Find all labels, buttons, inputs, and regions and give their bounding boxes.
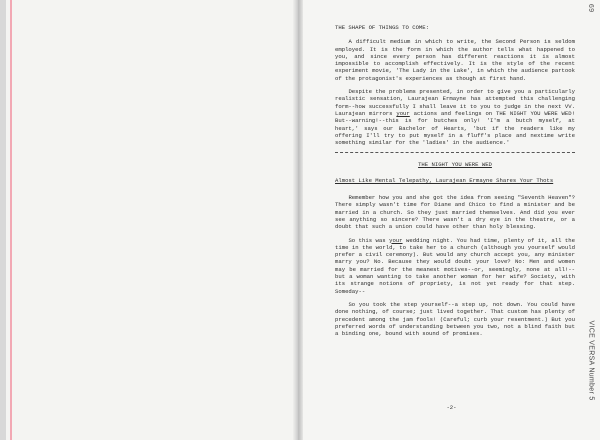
story-paragraph-2-end: wedding night. You had time, plenty of it, all the time in the world, to take her to a church (although you yourself would prefer a civil ceremony). But would any church accept you, any minister marry you? No. Because they would doubt your love? No: Men and women may be married for the meanest motives--or, seemingly, none at all!--but a woman wanting to take another woman for her wife? Society, with its strange notions of propriety, is not yet ready for that step. Someday-- bbox=[335, 236, 575, 295]
intro-paragraph-1: A difficult medium in which to write, the Second Person is seldom employed. It is the form in which the author tells what happened to you, and since every person has different reactions it is almost impossible to accomplish effectively. It is the style of the recent experiment movie, 'The Lady in the Lake', in which the audience partook of the protagonist's experiences as though at first hand. bbox=[335, 38, 575, 82]
story-paragraph-2-start: So this was bbox=[348, 236, 390, 244]
left-page-blank bbox=[0, 0, 296, 440]
page-text bbox=[335, 24, 575, 343]
underlined-your-2: your bbox=[389, 236, 403, 244]
story-paragraph-2 bbox=[335, 237, 575, 295]
side-margin-label: VICE VERSA Number 5 bbox=[587, 320, 595, 401]
intro-heading: THE SHAPE OF THINGS TO COME: bbox=[335, 24, 429, 31]
intro-paragraph-2-start: Despite the problems presented, in order to give you a particularly realistic sensation, Laurajean Ermayne has attempted this challenging form--how successfully I shall leave it to you to judge in the next VV. Laurajean mirrors bbox=[335, 88, 575, 117]
page-folio: -2- bbox=[446, 404, 457, 411]
story-title: THE NIGHT YOU WERE WED bbox=[418, 161, 492, 169]
intro-paragraph-2 bbox=[335, 88, 575, 146]
corner-page-number: 69 bbox=[585, 3, 594, 13]
book-gutter bbox=[293, 0, 303, 440]
underlined-your: your bbox=[396, 109, 410, 117]
story-paragraph-1: Remember how you and she got the idea from seeing "Seventh Heaven"? There simply wasn't time for Diane and Chico to find a minister and be married in a church. So they just married themselves. And did you ever see anything so sincere? There wasn't a dry eye in the theatre, or a doubt that such a union could have other than holy blessing. bbox=[335, 194, 575, 231]
story-subtitle: Almost Like Mental Telepathy, Laurajean Ermayne Shares Your Thots bbox=[335, 176, 554, 184]
left-page-edge bbox=[0, 0, 6, 440]
section-divider bbox=[335, 152, 575, 153]
margin-rule bbox=[10, 0, 12, 440]
intro-paragraph-2-end: actions and feelings on THE NIGHT YOU WERE WED! But--warning!--this is for butches only! 'I'm a butch myself, at heart,' says our Bachelor of Hearts, 'but if the readers like my offering I'll try to put myself in a fluff's place and nextime write something similar for the 'ladies' in the audience.' bbox=[335, 109, 575, 147]
story-paragraph-3: So you took the step yourself--a step up, not down. You could have done nothing, of course; just lived together. That custom has plenty of precedent among the jam fools! (Careful; curb your resentment.) But you preferred words of understanding between you two, not a blind faith but a binding one, bound with sound of promises. bbox=[335, 300, 575, 338]
